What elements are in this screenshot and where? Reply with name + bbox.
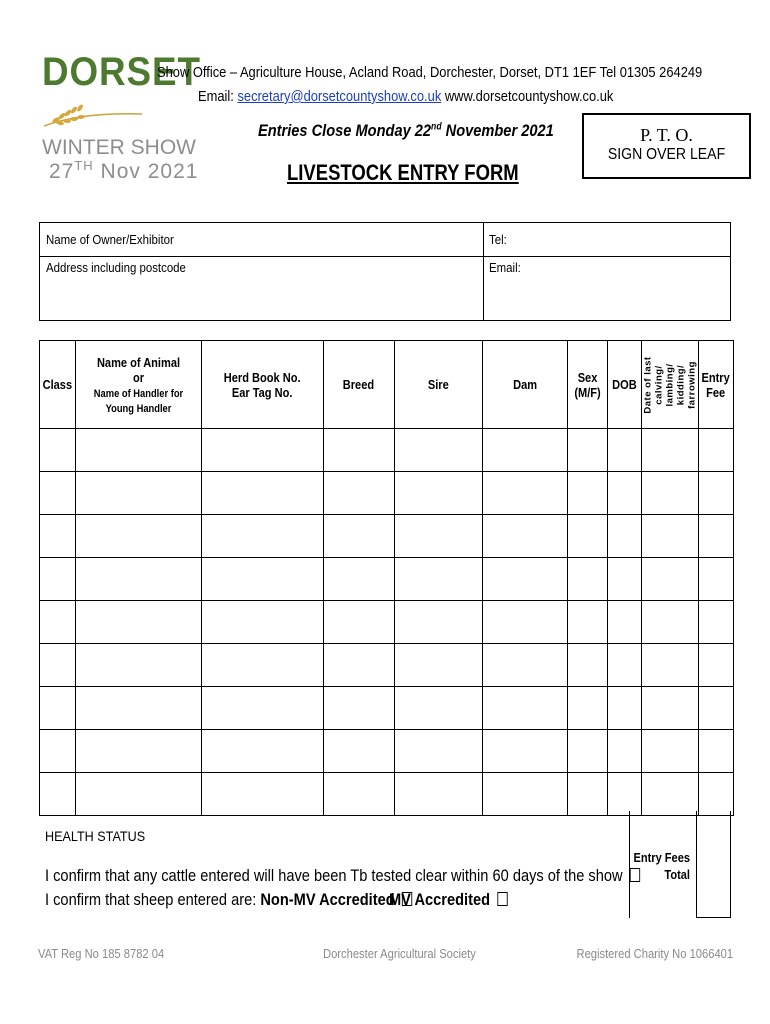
cell-animal-name[interactable] [75, 472, 201, 515]
sign-over-leaf-label: SIGN OVER LEAF [607, 146, 726, 163]
cell-class[interactable] [40, 773, 76, 816]
cell-sex[interactable] [567, 515, 607, 558]
cattle-confirmation: I confirm that any cattle entered will have been Tb tested clear within 60 days of the show [45, 866, 640, 886]
logo-wordmark: DORSET [42, 50, 201, 94]
cell-dob[interactable] [607, 472, 641, 515]
cell-entry-fee[interactable] [698, 773, 733, 816]
col-herd-book: Herd Book No. Ear Tag No. [201, 341, 323, 429]
cell-sire[interactable] [394, 515, 482, 558]
cell-dob[interactable] [607, 644, 641, 687]
cell-class[interactable] [40, 429, 76, 472]
tel-field[interactable]: Tel: [489, 232, 507, 247]
cell-animal-name[interactable] [75, 687, 201, 730]
table-row [40, 730, 734, 773]
cell-sire[interactable] [394, 472, 482, 515]
col-breed: Breed [323, 341, 394, 429]
col-class: Class [40, 341, 76, 429]
col-sire: Sire [394, 341, 482, 429]
owner-details-box [39, 222, 731, 321]
cell-breed[interactable] [323, 429, 394, 472]
cell-class[interactable] [40, 601, 76, 644]
cell-sire[interactable] [394, 773, 482, 816]
pto-notice-box [582, 113, 751, 179]
cell-entry-fee[interactable] [698, 601, 733, 644]
email-label: Email: [198, 88, 234, 105]
cell-animal-name[interactable] [75, 773, 201, 816]
cell-herd-book[interactable] [201, 730, 323, 773]
cell-herd-book[interactable] [201, 515, 323, 558]
cell-dob[interactable] [607, 558, 641, 601]
mv-accredited-option: MV Accredited [389, 890, 508, 910]
owner-name-field[interactable]: Name of Owner/Exhibitor [46, 232, 174, 247]
cell-sex[interactable] [567, 472, 607, 515]
col-dam: Dam [482, 341, 567, 429]
cell-animal-name[interactable] [75, 730, 201, 773]
table-row [40, 515, 734, 558]
cell-date-last[interactable] [641, 730, 698, 773]
cell-sex[interactable] [567, 773, 607, 816]
cell-breed[interactable] [323, 601, 394, 644]
cell-breed[interactable] [323, 472, 394, 515]
cell-breed[interactable] [323, 644, 394, 687]
table-row [40, 644, 734, 687]
website-link[interactable]: www.dorsetcountyshow.co.uk [444, 88, 614, 105]
table-row [40, 472, 734, 515]
entry-fees-total-label: Entry Fees Total [633, 850, 690, 882]
cell-class[interactable] [40, 644, 76, 687]
cell-sex[interactable] [567, 429, 607, 472]
cell-class[interactable] [40, 558, 76, 601]
cell-dob[interactable] [607, 429, 641, 472]
col-sex: Sex (M/F) [567, 341, 607, 429]
table-row [40, 558, 734, 601]
cell-sire[interactable] [394, 687, 482, 730]
cell-sex[interactable] [567, 644, 607, 687]
cell-herd-book[interactable] [201, 472, 323, 515]
cell-sex[interactable] [567, 601, 607, 644]
cell-herd-book[interactable] [201, 644, 323, 687]
col-dob: DOB [607, 341, 641, 429]
cell-date-last[interactable] [641, 687, 698, 730]
society-name: Dorchester Agricultural Society [323, 946, 476, 961]
logo-show-date: 27TH Nov 2021 [49, 158, 199, 183]
cell-sex[interactable] [567, 687, 607, 730]
cell-herd-book[interactable] [201, 601, 323, 644]
cell-breed[interactable] [323, 730, 394, 773]
cell-class[interactable] [40, 515, 76, 558]
cell-breed[interactable] [323, 515, 394, 558]
cell-date-last[interactable] [641, 558, 698, 601]
cell-dam[interactable] [482, 601, 567, 644]
wheat-logo-icon [42, 96, 146, 130]
cell-entry-fee[interactable] [698, 644, 733, 687]
cell-dob[interactable] [607, 515, 641, 558]
table-row [40, 429, 734, 472]
cell-herd-book[interactable] [201, 687, 323, 730]
cell-entry-fee[interactable] [698, 515, 733, 558]
table-row [40, 773, 734, 816]
col-animal-name: Name of Animal or Name of Handler for Young Handler [75, 341, 201, 429]
page-title: LIVESTOCK ENTRY FORM [287, 160, 519, 185]
cell-class[interactable] [40, 687, 76, 730]
table-row [40, 601, 734, 644]
cell-herd-book[interactable] [201, 558, 323, 601]
cell-dam[interactable] [482, 687, 567, 730]
pto-label: P. T. O. [640, 125, 693, 145]
cell-dob[interactable] [607, 601, 641, 644]
contact-line [198, 88, 613, 105]
cell-sire[interactable] [394, 730, 482, 773]
show-office-address: Show Office – Agriculture House, Acland Road, Dorchester, Dorset, DT1 1EF Tel 01305 264249 [157, 64, 703, 81]
cell-animal-name[interactable] [75, 558, 201, 601]
cell-breed[interactable] [323, 773, 394, 816]
cell-sire[interactable] [394, 558, 482, 601]
cell-dam[interactable] [482, 472, 567, 515]
cell-date-last[interactable] [641, 601, 698, 644]
entries-close-notice: Entries Close Monday 22nd November 2021 [258, 121, 554, 140]
cell-sex[interactable] [567, 558, 607, 601]
cell-dam[interactable] [482, 515, 567, 558]
col-date-last: Date of last calving/ lambing/ kidding/ farrowing [641, 341, 698, 429]
cell-sire[interactable] [394, 429, 482, 472]
logo-show-name: WINTER SHOW [42, 136, 196, 159]
cell-date-last[interactable] [641, 472, 698, 515]
cell-entry-fee[interactable] [698, 730, 733, 773]
cell-class[interactable] [40, 472, 76, 515]
sheep-confirmation: I confirm that sheep entered are: Non-MV Accredited [45, 890, 413, 910]
cell-dob[interactable] [607, 773, 641, 816]
cell-animal-name[interactable] [75, 644, 201, 687]
health-status-label: HEALTH STATUS [45, 828, 146, 844]
cell-entry-fee[interactable] [698, 558, 733, 601]
cell-animal-name[interactable] [75, 515, 201, 558]
table-row [40, 687, 734, 730]
cell-date-last[interactable] [641, 773, 698, 816]
vat-number: VAT Reg No 185 8782 04 [38, 946, 165, 961]
cell-sex[interactable] [567, 730, 607, 773]
cell-herd-book[interactable] [201, 773, 323, 816]
cell-sire[interactable] [394, 601, 482, 644]
email-link[interactable]: secretary@dorsetcountyshow.co.uk [237, 88, 442, 105]
cell-sire[interactable] [394, 644, 482, 687]
cell-breed[interactable] [323, 687, 394, 730]
cell-date-last[interactable] [641, 644, 698, 687]
cell-dam[interactable] [482, 773, 567, 816]
address-field[interactable]: Address including postcode [46, 260, 186, 275]
cell-animal-name[interactable] [75, 429, 201, 472]
cell-dob[interactable] [607, 730, 641, 773]
email-field[interactable]: Email: [489, 260, 521, 275]
entry-fees-total-field[interactable] [696, 811, 731, 918]
table-header-row [40, 341, 734, 429]
cell-herd-book[interactable] [201, 429, 323, 472]
cell-breed[interactable] [323, 558, 394, 601]
cell-dam[interactable] [482, 558, 567, 601]
charity-number: Registered Charity No 1066401 [576, 946, 733, 961]
cell-animal-name[interactable] [75, 601, 201, 644]
cell-dam[interactable] [482, 429, 567, 472]
entry-table [39, 340, 734, 816]
cell-date-last[interactable] [641, 515, 698, 558]
cell-date-last[interactable] [641, 429, 698, 472]
cell-entry-fee[interactable] [698, 687, 733, 730]
mv-checkbox[interactable] [498, 892, 508, 906]
cell-entry-fee[interactable] [698, 472, 733, 515]
col-entry-fee: Entry Fee [698, 341, 733, 429]
cell-entry-fee[interactable] [698, 429, 733, 472]
cell-dam[interactable] [482, 644, 567, 687]
cell-dob[interactable] [607, 687, 641, 730]
cell-dam[interactable] [482, 730, 567, 773]
cell-class[interactable] [40, 730, 76, 773]
